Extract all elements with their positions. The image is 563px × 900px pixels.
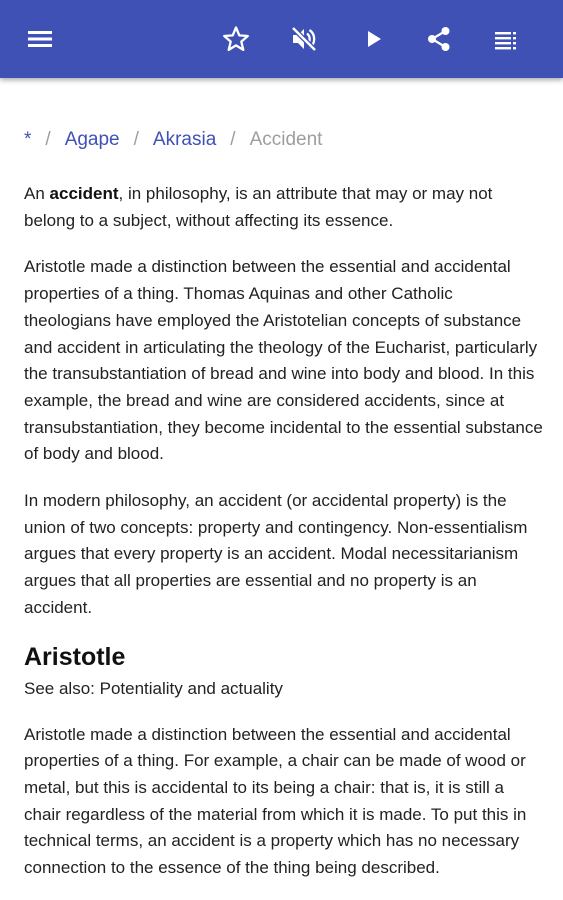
intro-paragraph bbox=[24, 181, 544, 234]
breadcrumb-separator: / bbox=[230, 129, 236, 150]
body-paragraph: Aristotle made a distinction between the essential and accidental properties of a thing. Thomas Aquinas and other Catholic theologians have employed the Aristotelian concepts of substance and accident in articulating the theology of the Eucharist, particularly the transubstantiation of bread and wine into body and blood. In this example, the bread and wine are considered accidents, since at transubstantiation, they become incidental to the essential substance of body and blood. bbox=[24, 257, 543, 464]
volume-off-icon bbox=[290, 25, 318, 53]
mute-button[interactable] bbox=[284, 19, 324, 59]
app-bar bbox=[0, 0, 563, 78]
share-icon bbox=[425, 25, 453, 53]
intro-term: accident bbox=[49, 184, 119, 203]
breadcrumb bbox=[24, 128, 322, 152]
breadcrumb-item-agape[interactable]: Agape bbox=[64, 129, 120, 150]
breadcrumb-current: Accident bbox=[249, 129, 323, 150]
contents-button[interactable] bbox=[486, 19, 526, 59]
breadcrumb-item-akrasia[interactable]: Akrasia bbox=[152, 129, 217, 150]
see-also-note: See also: Potentiality and actuality bbox=[24, 678, 283, 698]
section-paragraph: Aristotle made a distinction between the essential and accidental properties of a thing. For example, a chair can be made of wood or metal, but this is accidental to its being a chair: that is, it is still a chair regardless of the material from which it is made. To put this in technical terms, an accident is a property which has no necessary connection to the essence of the thing being described. bbox=[24, 724, 527, 878]
table-of-contents-icon bbox=[492, 25, 520, 53]
star-outline-icon bbox=[222, 25, 250, 53]
breadcrumb-separator: / bbox=[133, 129, 139, 150]
intro-rest: , in philosophy, is an attribute that may or may not belong to a subject, without affecting its essence. bbox=[24, 184, 493, 230]
article-scroll-area[interactable] bbox=[0, 78, 563, 900]
breadcrumb-separator: / bbox=[45, 129, 51, 150]
article-body bbox=[24, 181, 544, 900]
play-icon bbox=[359, 25, 387, 53]
section-heading: Aristotle bbox=[24, 642, 126, 671]
body-paragraph: In modern philosophy, an accident (or accidental property) is the union of two concepts: property and contingency. Non-essentialism argues that every property is an accident. Modal necessitarianism argues that all properties are essential and no property is an accident. bbox=[24, 491, 528, 617]
share-button[interactable] bbox=[419, 19, 459, 59]
intro-prefix: An bbox=[24, 184, 50, 203]
breadcrumb-item-home[interactable]: * bbox=[24, 129, 32, 150]
favorite-button[interactable] bbox=[216, 19, 256, 59]
menu-button[interactable] bbox=[20, 19, 60, 59]
hamburger-menu-icon bbox=[26, 25, 54, 53]
play-button[interactable] bbox=[353, 19, 393, 59]
